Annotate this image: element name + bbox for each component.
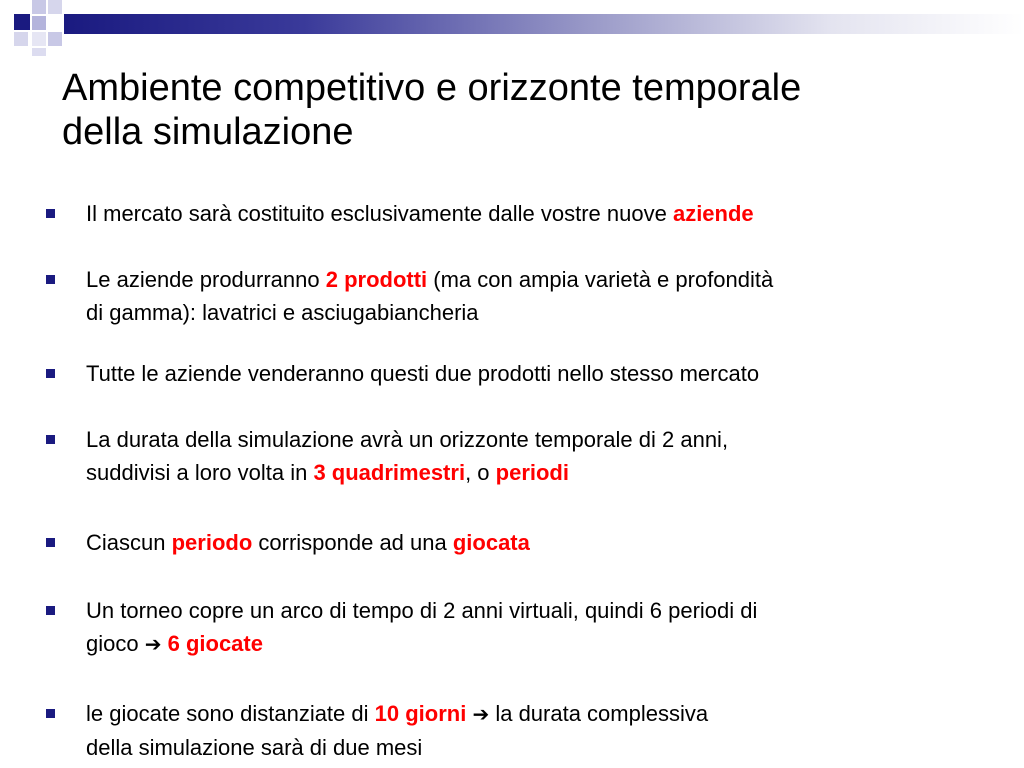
bullet-text: la durata complessiva (489, 701, 709, 726)
bullet-item (86, 197, 986, 230)
bullet-text: , o (465, 460, 496, 485)
bullet-text: le giocate sono distanziate di (86, 701, 375, 726)
highlight-text: periodo (171, 530, 253, 555)
bullet-marker (46, 538, 55, 547)
bullet-text: (ma con ampia varietà e profondità (427, 267, 774, 292)
bullet-text: Le aziende produrranno (86, 267, 326, 292)
highlight-text: 10 giorni (374, 701, 467, 726)
bullet-marker (46, 369, 55, 378)
bullet-text: suddivisi a loro volta in (86, 460, 314, 485)
bullet-item (86, 526, 986, 559)
bullet-item (86, 594, 986, 661)
arrow-right-icon: ➔ (472, 702, 490, 726)
bullet-marker (46, 209, 55, 218)
bullet-marker (46, 435, 55, 444)
bullet-text: Un torneo copre un arco di tempo di 2 anni virtuali, quindi 6 periodi di (86, 598, 758, 623)
title-line-2: della simulazione (62, 111, 354, 153)
bullet-marker (46, 606, 55, 615)
bullet-marker (46, 709, 55, 718)
highlight-text: giocata (452, 530, 530, 555)
bullet-item (86, 423, 986, 489)
bullet-text: gioco (86, 631, 145, 656)
highlight-text: 3 quadrimestri (313, 460, 466, 485)
bullet-marker (46, 275, 55, 284)
arrow-right-icon: ➔ (144, 632, 162, 656)
bullet-text: Tutte le aziende venderanno questi due prodotti nello stesso mercato (86, 361, 760, 386)
bullet-item (86, 697, 986, 764)
bullet-item (86, 357, 986, 390)
highlight-text: aziende (672, 201, 754, 226)
bullet-text: Il mercato sarà costituito esclusivamente dalle vostre nuove (86, 201, 673, 226)
title-line-1: Ambiente competitivo e orizzonte temporale (62, 67, 802, 109)
bullet-text: Ciascun (86, 530, 172, 555)
highlight-text: 2 prodotti (325, 267, 428, 292)
highlight-text: 6 giocate (167, 631, 263, 656)
bullet-text: di gamma): lavatrici e asciugabiancheria (86, 300, 479, 325)
bullet-item (86, 263, 986, 329)
bullet-text: corrisponde ad una (252, 530, 453, 555)
bullet-text: La durata della simulazione avrà un orizzonte temporale di 2 anni, (86, 427, 729, 452)
highlight-text: periodi (495, 460, 569, 485)
bullet-text: della simulazione sarà di due mesi (86, 735, 423, 760)
